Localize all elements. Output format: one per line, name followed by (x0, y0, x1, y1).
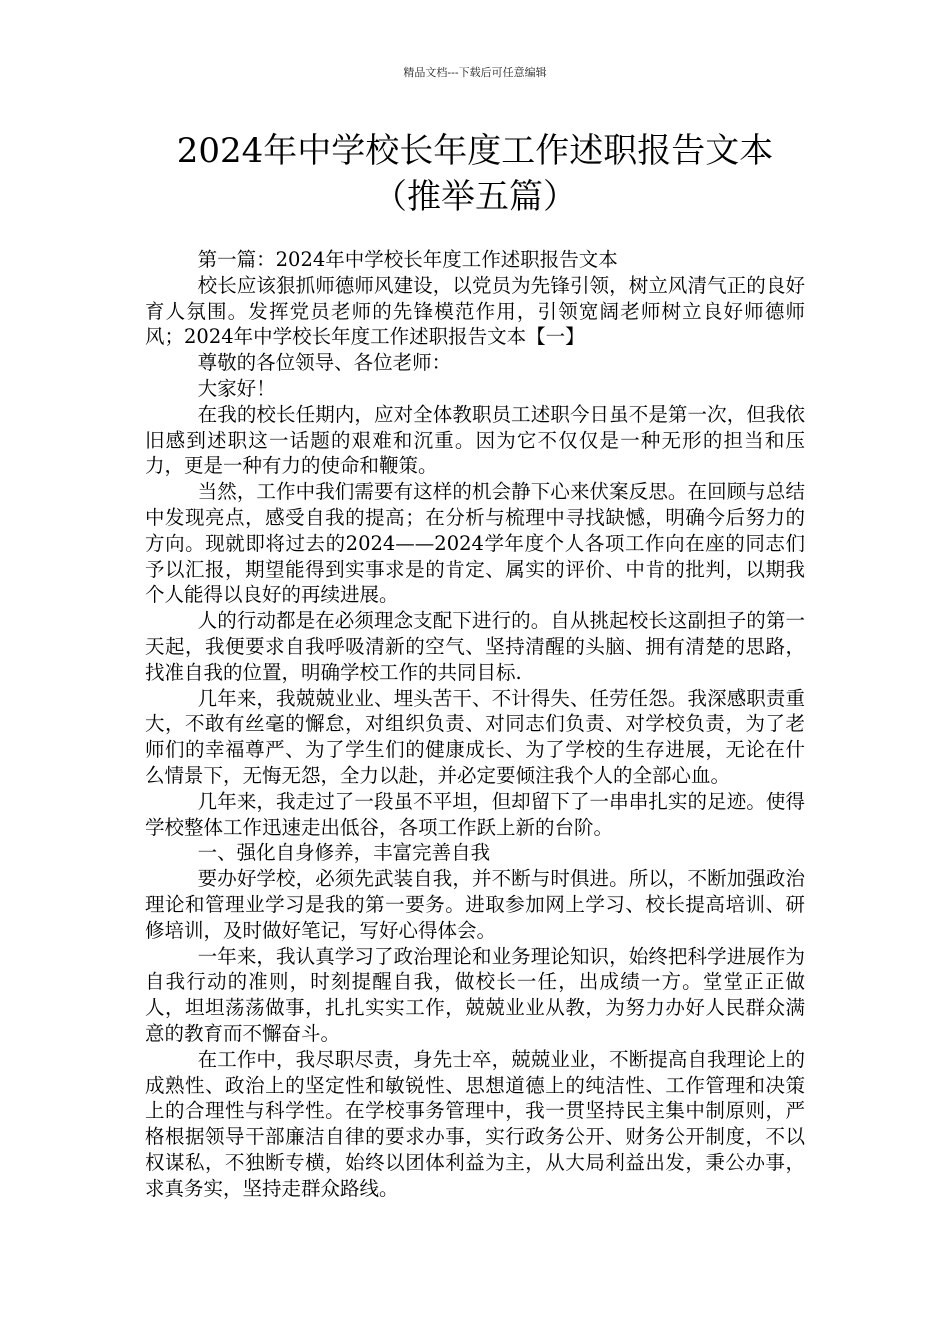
paragraph: 在工作中，我尽职尽责，身先士卒，兢兢业业，不断提高自我理论上的成熟性、政治上的坚定性和敏锐性、思想道德上的纯洁性、工作管理和决策上的合理性与科学性。在学校事务管理中，我一贯坚持民主集中制原则，严格根据领导干部廉洁自律的要求办事，实行政务公开、财务公开制度，不以权谋私，不独断专横，始终以团体利益为主，从大局利益出发，秉公办事，求真务实，坚持走群众路线。 (145, 1047, 805, 1200)
paragraph: 几年来，我兢兢业业、埋头苦干、不计得失、任劳任怨。我深感职责重大，不敢有丝毫的懈怠，对组织负责、对同志们负责、对学校负责，为了老师们的幸福尊严、为了学生们的健康成长、为了学校的生存进展，无论在什么情景下，无悔无怨，全力以赴，并必定要倾注我个人的全部心血。 (145, 686, 805, 787)
header-note: 精品文档---下载后可任意编辑 (403, 66, 547, 79)
paragraph: 当然，工作中我们需要有这样的机会静下心来伏案反思。在回顾与总结中发现亮点，感受自我的提高；在分析与梳理中寻找缺憾，明确今后努力的方向。现就即将过去的2024——2024学年度个人各项工作向在座的同志们予以汇报，期望能得到实事求是的肯定、属实的评价、中肯的批判，以期我个人能得以良好的再续进展。 (145, 480, 805, 607)
paragraph-greeting: 大家好！ (197, 376, 276, 400)
paragraph: 在我的校长任期内，应对全体教职员工述职今日虽不是第一次，但我依旧感到述职这一话题的艰难和沉重。因为它不仅仅是一种无形的担当和压力，更是一种有力的使命和鞭策。 (145, 402, 805, 478)
paragraph: 几年来，我走过了一段虽不平坦，但却留下了一串串扎实的足迹。使得学校整体工作迅速走出低谷，各项工作跃上新的台阶。 (145, 789, 805, 839)
title-line-2: （推举五篇） (373, 177, 577, 217)
paragraph-heading: 第一篇：2024年中学校长年度工作述职报告文本 (197, 248, 618, 271)
paragraph: 一年来，我认真学习了政治理论和业务理论知识，始终把科学进展作为自我行动的准则，时刻提醒自我，做校长一任，出成绩一方。堂堂正正做人，坦坦荡荡做事，扎扎实实工作，兢兢业业从教，为努力办好人民群众满意的教育而不懈奋斗。 (145, 944, 805, 1045)
document-title (100, 128, 850, 220)
paragraph: 人的行动都是在必须理念支配下进行的。自从挑起校长这副担子的第一天起，我便要求自我呼吸清新的空气、坚持清醒的头脑、拥有清楚的思路，找准自我的位置，明确学校工作的共同目标. (145, 609, 805, 684)
paragraph: 要办好学校，必须先武装自我，并不断与时俱进。所以，不断加强政治理论和管理业学习是我的第一要务。进取参加网上学习、校长提高培训、研修培训，及时做好笔记，写好心得体会。 (145, 867, 805, 942)
document-body (145, 247, 805, 1201)
paragraph: 校长应该狠抓师德师风建设，以党员为先锋引领，树立风清气正的良好育人氛围。发挥党员老师的先锋模范作用，引领宽阔老师树立良好师德师风；2024年中学校长年度工作述职报告文本【一】 (145, 273, 805, 349)
section-heading: 一、强化自身修养，丰富完善自我 (197, 841, 491, 865)
title-line-1: 2024年中学校长年度工作述职报告文本 (176, 131, 774, 171)
paragraph-salutation: 尊敬的各位领导、各位老师： (197, 351, 452, 375)
